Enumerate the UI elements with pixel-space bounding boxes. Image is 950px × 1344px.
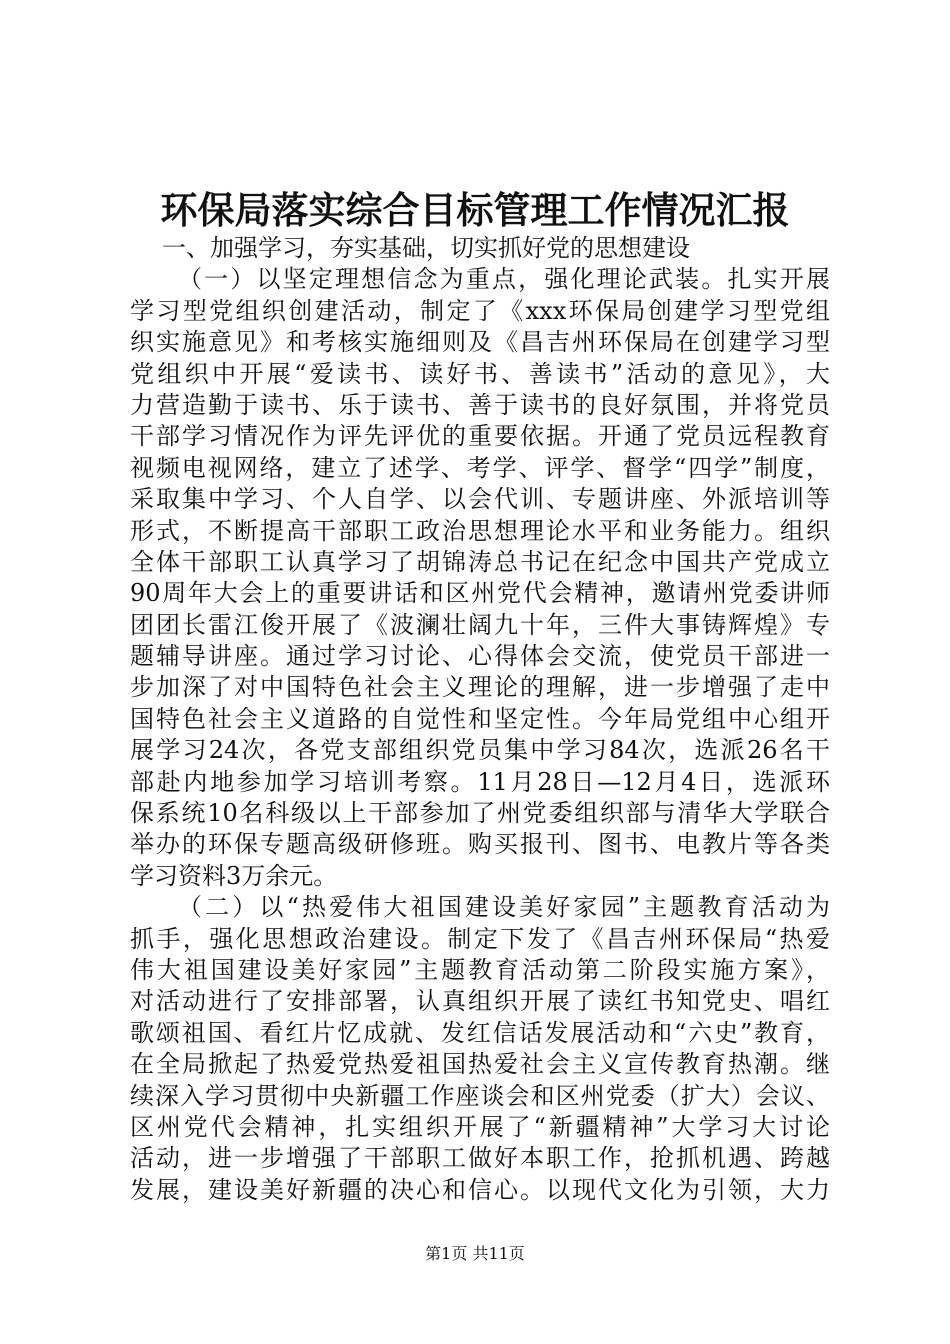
paragraph-line: 歌颂祖国、看红片忆成就、发红信话发展活动和“六史”教育，: [130, 1018, 830, 1047]
document-body: [130, 233, 830, 1206]
paragraph-line: 采取集中学习、个人自学、以会代训、专题讲座、外派培训等: [130, 485, 830, 514]
paragraph-line: 举办的环保专题高级研修班。购买报刊、图书、电教片等各类: [130, 830, 830, 859]
paragraph-line: 续深入学习贯彻中央新疆工作座谈会和区州党委（扩大）会议、: [130, 1081, 830, 1110]
paragraph-line: （二）以“热爱伟大祖国建设美好家园”主题教育活动为: [178, 893, 830, 922]
paragraph-line: 活动，进一步增强了干部职工做好本职工作，抢抓机遇、跨越: [130, 1144, 830, 1173]
document-title: 环保局落实综合目标管理工作情况汇报: [160, 188, 790, 232]
paragraph-line: 保系统10名科级以上干部参加了州党委组织部与清华大学联合: [130, 799, 830, 828]
paragraph-line: 团团长雷江俊开展了《波澜壮阔九十年，三件大事铸辉煌》专: [130, 610, 830, 639]
paragraph-line: 干部学习情况作为评先评优的重要依据。开通了党员远程教育: [130, 422, 830, 451]
paragraph-line: 步加深了对中国特色社会主义理论的理解，进一步增强了走中: [130, 673, 830, 702]
paragraph-line: 部赴内地参加学习培训考察。11月28日—12月4日，选派环: [130, 767, 830, 796]
paragraph-line: 学习型党组织创建活动，制定了《xxx环保局创建学习型党组: [130, 296, 830, 325]
paragraph-line: 题辅导讲座。通过学习讨论、心得体会交流，使党员干部进一: [130, 642, 830, 671]
paragraph-line: 形式，不断提高干部职工政治思想理论水平和业务能力。组织: [130, 516, 830, 545]
page-footer: 第1页 共11页: [425, 1244, 525, 1263]
paragraph-line: 国特色社会主义道路的自觉性和坚定性。今年局党组中心组开: [130, 704, 830, 733]
paragraph-line: 视频电视网络，建立了述学、考学、评学、督学“四学”制度，: [130, 453, 830, 482]
paragraph-line: 党组织中开展“爱读书、读好书、善读书”活动的意见》，大: [130, 359, 830, 388]
paragraph-line: 在全局掀起了热爱党热爱祖国热爱社会主义宣传教育热潮。继: [130, 1050, 830, 1079]
paragraph-line: 全体干部职工认真学习了胡锦涛总书记在纪念中国共产党成立: [130, 547, 830, 576]
paragraph-line: 伟大祖国建设美好家园”主题教育活动第二阶段实施方案》，: [130, 955, 830, 984]
paragraph-line: 区州党代会精神，扎实组织开展了“新疆精神”大学习大讨论: [130, 1112, 830, 1141]
paragraph-line: 对活动进行了安排部署，认真组织开展了读红书知党史、唱红: [130, 987, 830, 1016]
paragraph-line: （一）以坚定理想信念为重点，强化理论武装。扎实开展: [178, 265, 830, 294]
paragraph-line: 学习资料3万余元。: [130, 861, 338, 890]
paragraph-line: 抓手，强化思想政治建设。制定下发了《昌吉州环保局“热爱: [130, 924, 830, 953]
paragraph-line: 织实施意见》和考核实施细则及《昌吉州环保局在创建学习型: [130, 328, 830, 357]
paragraph-line: 展学习24次，各党支部组织党员集中学习84次，选派26名干: [130, 736, 830, 765]
paragraph-line: 90周年大会上的重要讲话和区州党代会精神，邀请州党委讲师: [130, 579, 830, 608]
section-heading: 一、加强学习，夯实基础，切实抓好党的思想建设: [162, 234, 690, 262]
paragraph-line: 发展，建设美好新疆的决心和信心。以现代文化为引领，大力: [130, 1175, 830, 1204]
paragraph-line: 力营造勤于读书、乐于读书、善于读书的良好氛围，并将党员: [130, 390, 830, 419]
